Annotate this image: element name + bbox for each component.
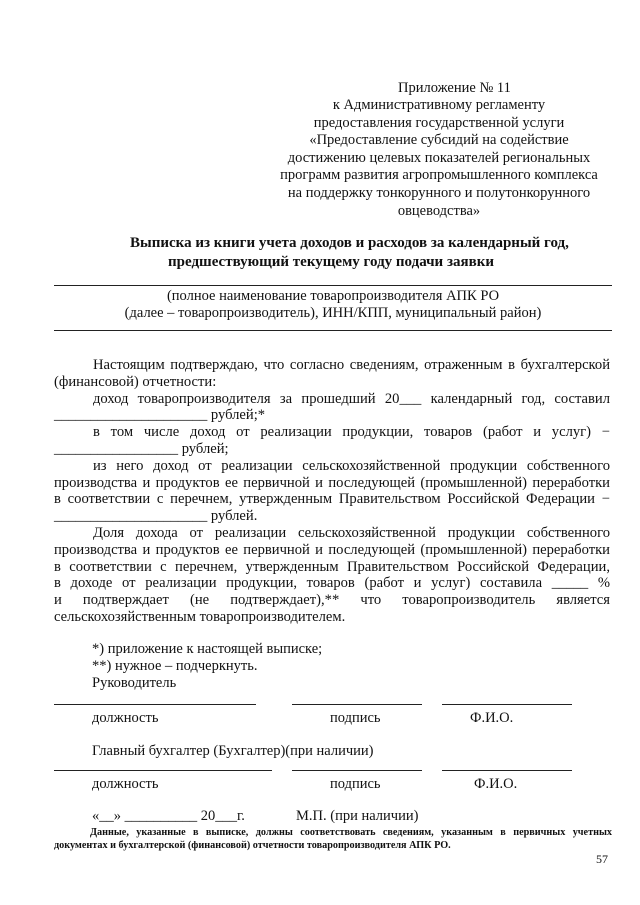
body-text: в том числе доход от реализации продукции, товаров (работ и услуг) − <box>93 424 610 441</box>
data-note-line2: документах и бухгалтерской (финансовой) отчетности товаропроизводителя АПК РО. <box>54 840 451 851</box>
producer-caption-line2: (далее – товаропроизводитель), ИНН/КПП, муниципальный район) <box>124 305 542 321</box>
data-note-line1: Данные, указанные в выписке, должны соответствовать сведениям, указанным в первичных учетных <box>90 827 612 838</box>
body-text: _____________________ рублей. <box>54 508 258 525</box>
appendix-line: программ развития агропромышленного комплекса <box>280 167 598 184</box>
position-signature-line <box>54 704 256 705</box>
date-line: «__» __________ 20___г. <box>92 808 245 824</box>
footnote-attachment: *) приложение к настоящей выписке; <box>92 641 323 657</box>
signature-line <box>292 770 422 771</box>
producer-separator-line <box>54 330 612 331</box>
producer-caption-line1: (полное наименование товаропроизводителя АПК РО <box>166 288 500 304</box>
body-text: _____________________ рублей;* <box>54 407 266 424</box>
body-text: доход товаропроизводителя за прошедший 20___ календарный год, составил <box>93 390 610 407</box>
name-caption: Ф.И.О. <box>470 710 514 726</box>
name-signature-line <box>442 770 572 771</box>
signature-line <box>292 704 422 705</box>
head-label: Руководитель <box>92 675 177 691</box>
appendix-line: «Предоставление субсидий на содействие <box>309 132 569 149</box>
document-title-line1: Выписка из книги учета доходов и расходов за календарный год, <box>130 235 569 251</box>
document-title-line2: предшествующий текущему году подачи заявки <box>168 254 494 270</box>
name-signature-line <box>442 704 572 705</box>
position-caption: должность <box>92 710 159 726</box>
appendix-line: к Административному регламенту <box>332 97 546 113</box>
body-text: (финансовой) отчетности: <box>54 373 217 390</box>
accountant-label: Главный бухгалтер (Бухгалтер)(при наличии) <box>92 743 374 759</box>
page-number: 57 <box>596 852 608 866</box>
body-text: из него доход от реализации сельскохозяйственной продукции собственного <box>93 457 610 474</box>
body-text: Настоящим подтверждаю, что согласно сведениям, отраженным в бухгалтерской <box>93 357 610 373</box>
footnote-underline: **) нужное – подчеркнуть. <box>92 658 258 674</box>
body-text: Доля дохода от реализации сельскохозяйственной продукции собственного <box>93 525 610 541</box>
body-text: сельскохозяйственным товаропроизводителем. <box>54 609 346 625</box>
body-text: и подтверждает (не подтверждает),** что товаропроизводитель является <box>54 592 610 609</box>
signature-caption: подпись <box>330 776 381 792</box>
body-text: в доходе от реализации продукции, товаров (работ и услуг) составила _____ % <box>54 575 610 592</box>
producer-name-line <box>54 285 612 286</box>
body-text: в соответствии с перечнем, утвержденным Правительством Российской Федерации − <box>54 491 610 508</box>
name-caption: Ф.И.О. <box>474 776 518 792</box>
appendix-number: Приложение № 11 <box>398 80 511 96</box>
stamp-place: М.П. (при наличии) <box>296 808 419 824</box>
body-text: в соответствии с перечнем, утвержденным Правительством Российской Федерации, <box>54 558 610 575</box>
position-caption: должность <box>92 776 159 792</box>
signature-caption: подпись <box>330 710 381 726</box>
body-text: _________________ рублей; <box>54 441 229 457</box>
position-signature-line <box>54 770 272 771</box>
appendix-line: овцеводства» <box>397 202 481 219</box>
appendix-line: достижению целевых показателей региональных <box>287 149 591 166</box>
appendix-line: на поддержку тонкорунного и полутонкорунного <box>287 185 591 201</box>
appendix-line: предоставления государственной услуги <box>313 114 565 131</box>
body-text: производства и продуктов ее первичной и последующей (промышленной) переработки <box>54 541 610 558</box>
body-text: производства и продуктов ее первичной и последующей (промышленной) переработки <box>54 474 610 491</box>
